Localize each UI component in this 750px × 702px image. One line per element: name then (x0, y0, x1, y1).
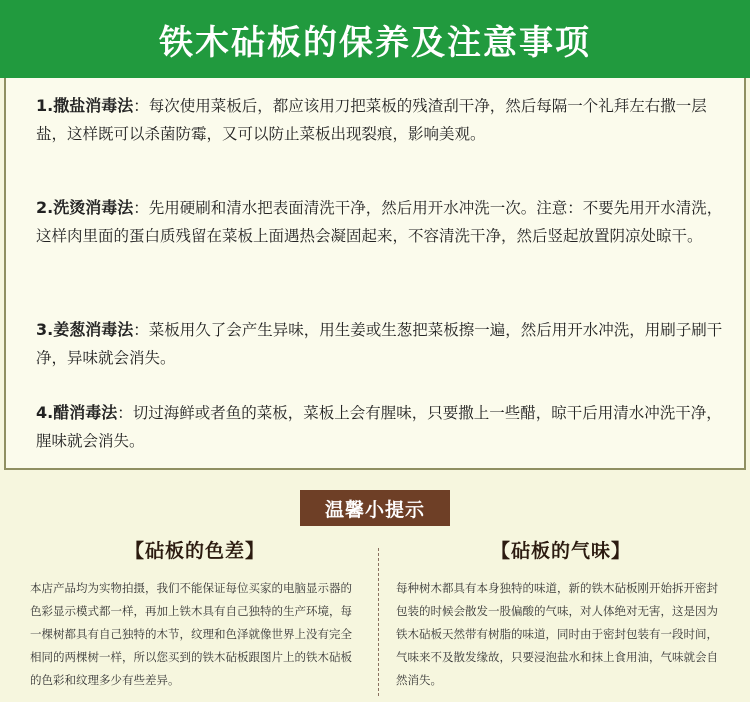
method-text: 切过海鲜或者鱼的菜板，菜板上会有腥味，只要撒上一些醋，晾干后用清水冲洗干净，腥味就会消失。 (36, 404, 722, 450)
odor-title: 【砧板的气味】 (490, 540, 631, 562)
method-title: 1.撒盐消毒法 (36, 96, 134, 115)
method-separator: ： (133, 199, 149, 217)
method-ginger-scallion (36, 316, 726, 372)
odor-text: 每种树木都具有本身独特的味道，新的铁木砧板刚开始拆开密封包装的时候会散发一股偏酸的气味，对人体绝对无害，这是因为铁木砧板天然带有树脂的味道，同时由于密封包装有一段时间，气味来不及散发缘故，只要浸泡盐水和抹上食用油，气味就会自然消失。 (396, 581, 718, 687)
color-difference-note (30, 536, 360, 692)
method-salt (36, 92, 726, 148)
method-text: 菜板用久了会产生异味，用生姜或生葱把菜板擦一遍，然后用开水冲洗，用刷子刷干净，异味就会消失。 (36, 321, 723, 367)
method-separator: ： (133, 97, 149, 115)
odor-note (396, 536, 726, 692)
method-title: 4.醋消毒法 (36, 403, 118, 422)
page-title: 铁木砧板的保养及注意事项 (159, 22, 591, 63)
method-text: 每次使用菜板后，都应该用刀把菜板的残渣刮干净，然后每隔一个礼拜左右撒一层盐，这样既可以杀菌防霉，又可以防止菜板出现裂痕，影响美观。 (36, 97, 707, 143)
method-text: 先用硬刷和清水把表面清洗干净，然后用开水冲洗一次。注意：不要先用开水清洗，这样肉里面的蛋白质残留在菜板上面遇热会凝固起来，不容清洗干净，然后竖起放置阴凉处晾干。 (36, 199, 723, 245)
column-divider (378, 548, 379, 696)
color-difference-title: 【砧板的色差】 (124, 540, 265, 562)
method-vinegar (36, 399, 726, 455)
color-difference-text: 本店产品均为实物拍摄，我们不能保证每位买家的电脑显示器的色彩显示模式都一样，再加上铁木具有自己独特的生产环境，每一棵树都具有自己独特的木节，纹理和色泽就像世界上没有完全相同的两棵树一样，所以您买到的铁木砧板跟图片上的铁木砧板的色彩和纹理多少有些差异。 (30, 581, 352, 687)
header-banner (0, 0, 750, 78)
method-separator: ： (117, 404, 133, 422)
method-separator: ： (133, 321, 149, 339)
method-title: 2.洗烫消毒法 (36, 198, 134, 217)
reminder-section (0, 478, 750, 702)
method-title: 3.姜葱消毒法 (36, 320, 134, 339)
reminder-badge: 温馨小提示 (300, 490, 450, 526)
methods-panel (4, 78, 746, 470)
method-scald (36, 194, 726, 250)
